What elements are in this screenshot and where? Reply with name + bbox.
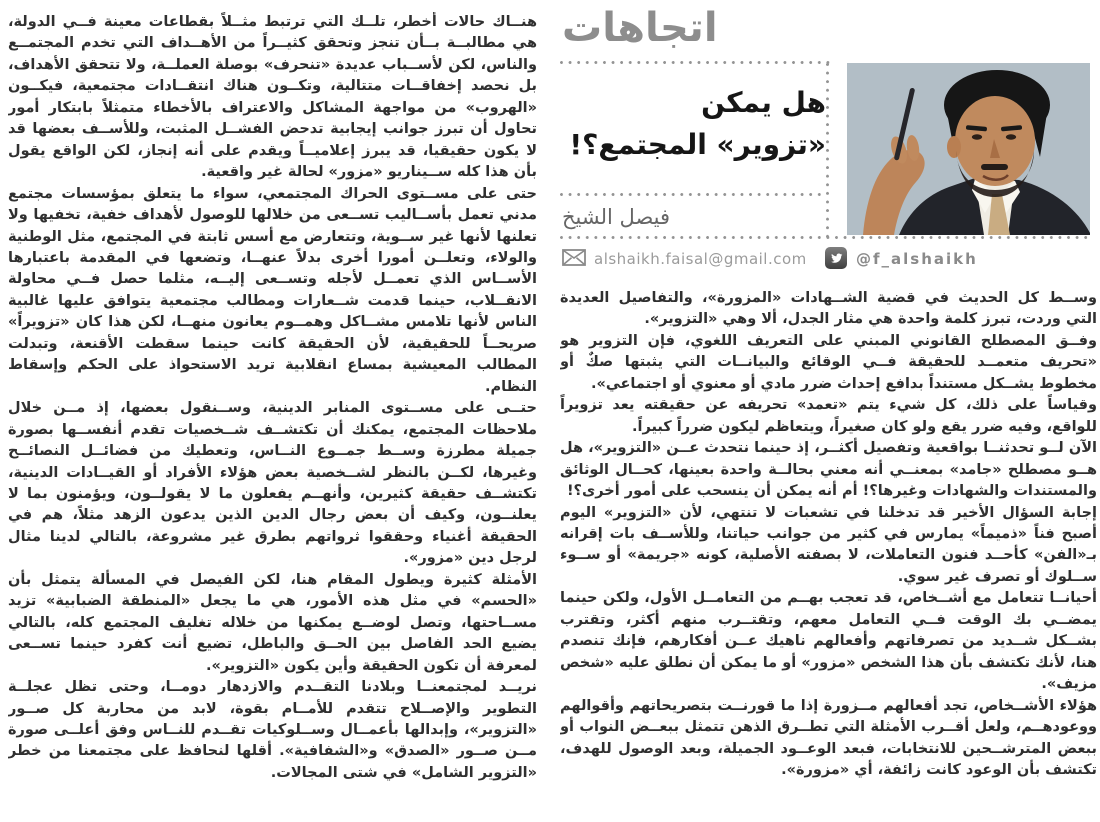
twitter-handle[interactable]: @f_alshaikh bbox=[856, 250, 978, 268]
article-right-column bbox=[560, 0, 1098, 822]
article-title-line2: «تزوير» المجتمع؟! bbox=[569, 128, 826, 161]
dotted-divider-vertical bbox=[826, 63, 829, 238]
paragraph: الأمثلة كثيرة ويطول المقام هنا، لكن الفيصل في المسألة يتمثل بأن «الحسم» في مثل هذه الأمور، هي ما يجعل «المنطقة الضبابية» تزيد مســاحتها، وتصل لوضــع يمكنها من خلاله تغليف المجتمع كله، بالتالي يضيع الحد الفاصل بين الحــق والباطل، تضيع أنت كفرد حينما تســعى لمعرفة أن تكون الحقيقة وأين يكون «التزوير». bbox=[8, 571, 537, 674]
paragraph: إجابة السؤال الأخير قد تدخلنا في تشعبات لا تنتهي، لأن «التزوير» اليوم أصبح فناً «ذميماً» يمارس في كثير من جوانب حياتنا، وللأســف بات إقرانه بـ«الفن» كأحــد فنون التعاملات، لا بصفته الأصلية، كونه «جريمة» أو ســوء ســلوك أو تصرف غير سوي. bbox=[560, 504, 1097, 585]
dotted-divider-under-title bbox=[560, 193, 826, 196]
paragraph: هنــاك حالات أخطر، تلــك التي ترتبط مثــلاً بقطاعات معينة فــي الدولة، هي مطالبــة بــأن تنجز وتحقق كثيــراً من الأهــداف التي تخدم المجتمــع والناس، لكن لأســباب عديدة «تنحرف» بوصلة العملــة، ولا تتحقق الأهداف، بل نحصد إخفاقــات متتالية، وتكــون هناك انتقــادات مجتمعية، فيكــون «الهروب» من مواجهة المشاكل والاعتراف بالأخطاء متمثلاً بابتكار أمور تحاول أن تبرز جوانب إيجابية تدحض الفشــل المثبت، وللأســف بعضها قد لا يكون حقيقيا، قد يبرز إعلاميــاً ويقدم على أنه إنجاز، لكن الواقع يقول بأن هذا كله ســيناريو «مزور» لحالة غير واقعية. bbox=[8, 14, 537, 181]
paragraph: هؤلاء الأشــخاص، تجد أفعالهم مــزورة إذا ما قورنــت بتصريحاتهم وأقوالهم ووعودهــم، ولعل أقــرب الأمثلة التي تطــرق الذهن تتمثل ببعــض النواب أو ببعض المترشــحين للانتخابات، فبعد الوعــود الجميلة، وبعد الوصول للهدف، تكتشف بأن الوعود كانت زائفة، أي «مزورة». bbox=[560, 697, 1097, 778]
paragraph: حتــى على مســتوى المنابر الدينية، وســنقول بعضها، إذ مــن خلال ملاحظات المجتمع، يمكنك أن تكتشــف شــخصيات تقدم أنفســها بصورة جميلة مطرزة وســط جمــوع النــاس، وتعطيك من فضائــل النصائــح وغيرها، لكــن بالنظر لشــخصية بعض هؤلاء الأفراد أو القيــادات الدينية، تكتشــف حقيقة كثيرين، وأنهــم يفعلون ما لا يقولــون، ويؤمنون بما لا يعلنــون، وكيف أن بعض رجال الدين الذين يدعون الزهد مثلاً، هم في الحقيقة أغنياء وحققوا ثرواتهم بطرق غير مشروعة، بالتالي لدينا مثال لرجل دين «مزور». bbox=[8, 400, 537, 567]
article-right-body bbox=[560, 288, 1097, 786]
paragraph: حتى على مســتوى الحراك المجتمعي، سواء ما يتعلق بمؤسسات مجتمع مدني تعمل بأســاليب تســعى من خلالها للوصول لأهداف خفية، تخفيها ولا تعلنها لأنها غير ســوية، وتتعارض مع أسس ثابتة في المجتمع، مثل الوطنية والولاء، وتعلــن أمورا أخرى بدلاً عنهــا، وتضعها في المقدمة باعتبارها الأســاس الذي تعمــل لأجله وتســعى إليــه، مثلما حصل فــي محاولة الانقــلاب، حينما قدمت شــعارات ومطالب مجتمعية يتوافق عليها غالبية الناس لأنها تلامس مشــاكل وهمــوم يعانون منهــا، لكن هذا كان «تزويراً» صريحــاً للحقيقية، لأن الحقيقة كانت حينما سقطت الأقنعة، وتبدلت المطالب المعيشية بمساع انقلابية تريد الاستحواذ على الحكم وإسقاط النظام. bbox=[8, 185, 537, 395]
twitter-icon[interactable] bbox=[825, 247, 847, 269]
section-name: اتجاهات bbox=[562, 5, 718, 51]
dotted-divider-top bbox=[560, 61, 832, 64]
paragraph: الآن لــو تحدثنــا بواقعية وتفصيل أكثــر، إذ حينما نتحدث عــن «التزوير»، هل هــو مصطلح «جامد» بمعنــي أنه معني بحالــة واحدة بعينها، كحــال الوثائق والمستندات والشهادات وغيرها؟! أم أنه يمكن أن ينسحب على أمور أخرى؟! bbox=[560, 440, 1097, 500]
dotted-divider-under-author bbox=[560, 236, 1090, 239]
paragraph: وقياساً على ذلك، كل شيء يتم «تعمد» تحريفه عن حقيقته يعد تزويراً للواقع، وفيه ضرر يقع ولو كان صغيراً، ويتعاظم ليكون ضرراً كبيراً. bbox=[560, 397, 1097, 435]
contact-row bbox=[560, 245, 1097, 273]
paragraph: أحيانــا تتعامل مع أشــخاص، قد تعجب بهــم من التعامــل الأول، ولكن حينما يمضــي بك الوقت فــي التعامل معهم، وتقتــرب منهم أكثر، وتقترب بشــكل شــديد من تصرفاتهم وأفعالهم ناهيك عــن أفكارهم، فإنك تنصدم هنا، لأنك تكتشف بأن هذا الشخص «مزور» أو ما يمكن أن نطلق عليه «شخص مزيف». bbox=[560, 590, 1097, 693]
article-left-column bbox=[8, 12, 537, 812]
paragraph: نريــد لمجتمعنــا وبلادنا التقــدم والازدهار دومــا، وحتى تظل عجلــة التطوير والإصــلاح تتقدم للأمــام بقوة، لابد من محاربة كل صــور «التزوير»، وإبدالها بأعمــال وســلوكيات تقــدم للنــاس وفق أعلــى صورة مــن صــور «الصدق» و«الشفافية». أقلها لنحافظ على مجتمعنا من خطر «التزوير الشامل» في شتى المجالات. bbox=[8, 679, 537, 781]
article-title-line1: هل يمكن bbox=[701, 86, 826, 119]
email-link[interactable]: alshaikh.faisal@gmail.com bbox=[594, 250, 807, 268]
paragraph: وســط كل الحديث في قضية الشــهادات «المزورة»، والتفاصيل العديدة التي وردت، تبرز كلمة واحدة هي مثار الجدل، ألا وهي «التزوير». bbox=[560, 290, 1097, 328]
author-photo bbox=[847, 63, 1090, 235]
paragraph: وفــق المصطلح القانوني المبني على التعريف اللغوي، فإن التزوير هو «تحريف متعمــد للحقيقة فــي الوقائع والبيانــات التي يثبتها صكٌ أو مخطوط يشــكل مستنداً بدافع إحداث ضرر مادي أو معنوي أو اجتماعي». bbox=[560, 332, 1097, 392]
article-title bbox=[560, 82, 826, 166]
envelope-icon[interactable] bbox=[562, 249, 586, 270]
author-name: فيصل الشيخ bbox=[562, 205, 671, 229]
